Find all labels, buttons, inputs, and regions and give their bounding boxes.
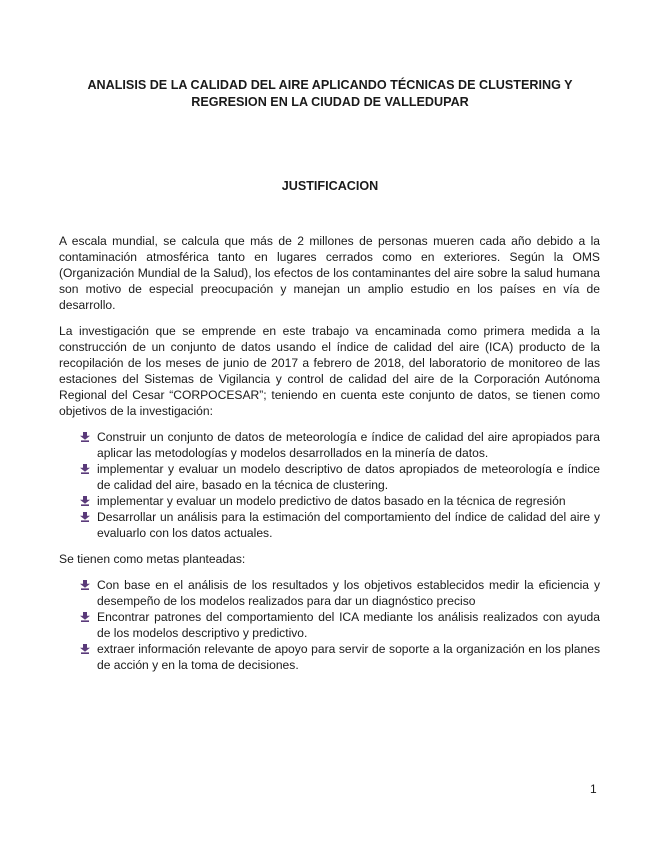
- objective-text: implementar y evaluar un modelo descriptivo de datos apropiados de meteorología e índice de calidad del aire, basado en la técnica de clustering.: [97, 462, 600, 492]
- down-arrow-bullet-icon: [79, 431, 91, 443]
- list-item: [59, 609, 600, 641]
- objectives-list: [59, 429, 600, 541]
- list-item: [59, 429, 600, 461]
- down-arrow-bullet-icon: [79, 643, 91, 655]
- list-item: [59, 461, 600, 493]
- section-heading: JUSTIFICACION: [281, 179, 379, 193]
- list-item: [59, 641, 600, 673]
- down-arrow-bullet-icon: [79, 611, 91, 623]
- page-number: 1: [590, 782, 597, 796]
- objective-text: Desarrollar un análisis para la estimación del comportamiento del índice de calidad del aire y evaluarlo con los datos actuales.: [97, 510, 600, 540]
- goals-list: [59, 577, 600, 673]
- goal-text: extraer información relevante de apoyo para servir de soporte a la organización en los planes de acción y en la toma de decisiones.: [97, 642, 600, 672]
- list-item: [59, 493, 600, 509]
- title-line-2: REGRESION EN LA CIUDAD DE VALLEDUPAR: [191, 95, 469, 109]
- down-arrow-bullet-icon: [79, 495, 91, 507]
- down-arrow-bullet-icon: [79, 579, 91, 591]
- goal-text: Con base en el análisis de los resultados y los objetivos establecidos medir la eficiencia y desempeño de los modelos realizados para dar un diagnóstico preciso: [97, 578, 600, 608]
- goals-intro: Se tienen como metas planteadas:: [59, 552, 246, 566]
- paragraph-2: La investigación que se emprende en este trabajo va encaminada como primera medida a la construcción de un conjunto de datos usando el índice de calidad del aire (ICA) producto de la recopilación de los meses de junio de 2017 a febrero de 2018, del laboratorio de monitoreo de las estaciones del Sistemas de Vigilancia y control de calidad del aire de la Corporación Autónoma Regional del Cesar “CORPOCESAR”; teniendo en cuenta este conjunto de datos, se tienen como objetivos de la investigación:: [59, 324, 600, 418]
- objective-text: implementar y evaluar un modelo predictivo de datos basado en la técnica de regresión: [97, 494, 566, 508]
- paragraph-1: A escala mundial, se calcula que más de 2 millones de personas mueren cada año debido a la contaminación atmosférica tanto en lugares cerrados como en exteriores. Según la OMS (Organización Mundial de la Salud), los efectos de los contaminantes del aire sobre la salud humana son motivo de especial preocupación y manejan un amplio estudio en los países en vía de desarrollo.: [59, 234, 600, 312]
- list-item: [59, 577, 600, 609]
- goal-text: Encontrar patrones del comportamiento del ICA mediante los análisis realizados con ayuda de los modelos descriptivo y predictivo.: [97, 610, 600, 640]
- down-arrow-bullet-icon: [79, 511, 91, 523]
- objective-text: Construir un conjunto de datos de meteorología e índice de calidad del aire apropiados para aplicar las metodologías y modelos desarrollados en la minería de datos.: [97, 430, 600, 460]
- title-line-1: ANALISIS DE LA CALIDAD DEL AIRE APLICANDO TÉCNICAS DE CLUSTERING Y: [87, 78, 573, 92]
- document-title: [60, 77, 600, 111]
- down-arrow-bullet-icon: [79, 463, 91, 475]
- list-item: [59, 509, 600, 541]
- document-body: [59, 233, 600, 683]
